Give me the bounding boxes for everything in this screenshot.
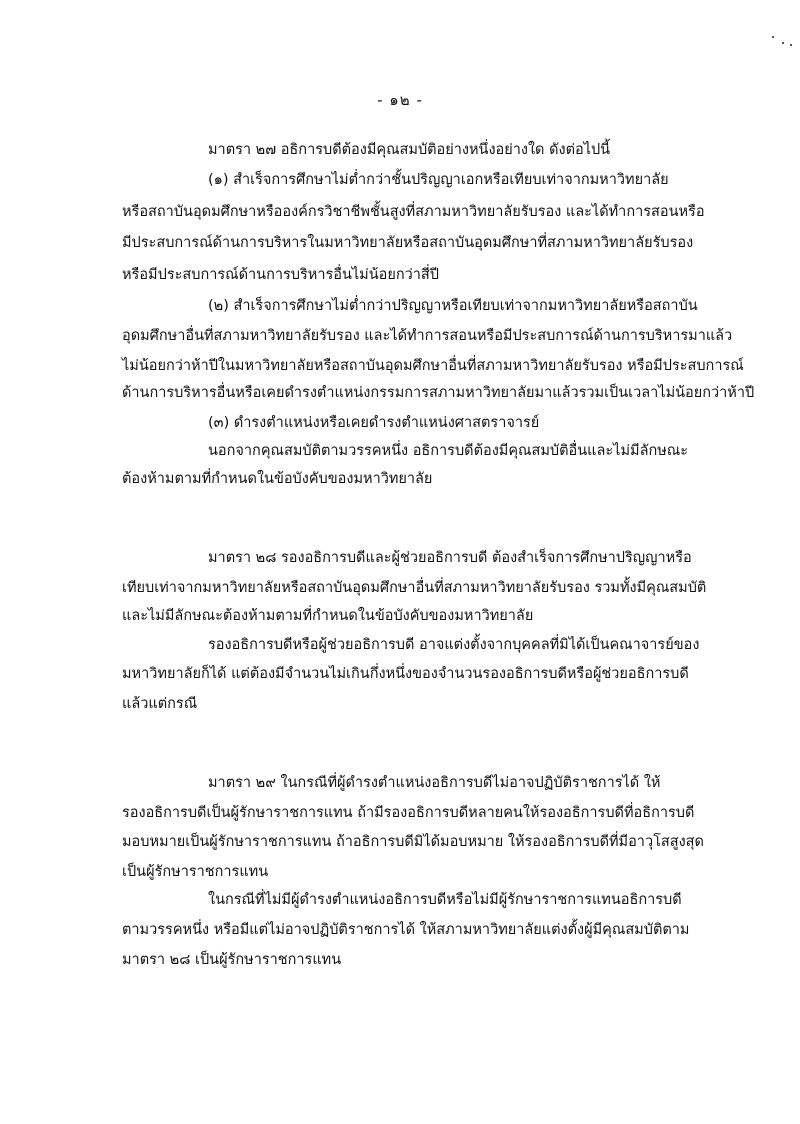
section-27-paragraph-2-line: ต้องห้ามตามที่กำหนดในข้อบังคับของมหาวิทยาลัย — [122, 471, 433, 487]
section-27-item-3-line: (๓) ดำรงตำแหน่งหรือเคยดำรงตำแหน่งศาสตราจารย์ — [208, 415, 540, 431]
section-27-item-1-line: หรือสถาบันอุดมศึกษาหรือองค์กรวิชาชีพชั้นสูงที่สภามหาวิทยาลัยรับรอง และได้ทำการสอนหรือ — [122, 204, 705, 220]
section-27-item-1-line: หรือมีประสบการณ์ด้านการบริหารอื่นไม่น้อยกว่าสี่ปี — [122, 267, 439, 283]
section-27-heading: มาตรา ๒๗ อธิการบดีต้องมีคุณสมบัติอย่างหนึ่งอย่างใด ดังต่อไปนี้ — [208, 142, 611, 158]
section-27-item-1-line: (๑) สำเร็จการศึกษาไม่ต่ำกว่าชั้นปริญญาเอกหรือเทียบเท่าจากมหาวิทยาลัย — [208, 172, 669, 188]
scan-speck — [772, 36, 774, 38]
section-29-paragraph-2-line: มาตรา ๒๘ เป็นผู้รักษาราชการแทน — [122, 952, 342, 968]
section-27-item-1-line: มีประสบการณ์ด้านการบริหารในมหาวิทยาลัยหรือสถาบันอุดมศึกษาที่สภามหาวิทยาลัยรับรอง — [122, 235, 694, 251]
scan-speck — [782, 42, 784, 44]
section-27-item-2-line: (๒) สำเร็จการศึกษาไม่ต่ำกว่าปริญญาหรือเทียบเท่าจากมหาวิทยาลัยหรือสถาบัน — [208, 298, 698, 314]
scan-speck — [790, 44, 792, 46]
section-28-paragraph-2-line: รองอธิการบดีหรือผู้ช่วยอธิการบดี อาจแต่งตั้งจากบุคคลที่มิได้เป็นคณาจารย์ของ — [208, 637, 700, 653]
section-29-paragraph-2-line: ตามวรรคหนึ่ง หรือมีแต่ไม่อาจปฏิบัติราชการได้ ให้สภามหาวิทยาลัยแต่งตั้งผู้มีคุณสมบัติตาม — [122, 922, 690, 938]
section-28-paragraph-1-line: และไม่มีลักษณะต้องห้ามตามที่กำหนดในข้อบังคับของมหาวิทยาลัย — [122, 608, 534, 624]
page-number: - ๑๒ - — [377, 91, 423, 109]
section-27-paragraph-2-line: นอกจากคุณสมบัติตามวรรคหนึ่ง อธิการบดีต้องมีคุณสมบัติอื่นและไม่มีลักษณะ — [208, 443, 689, 459]
section-29-paragraph-1-line: มาตรา ๒๙ ในกรณีที่ผู้ดำรงตำแหน่งอธิการบดีไม่อาจปฏิบัติราชการได้ ให้ — [208, 775, 661, 791]
section-28-paragraph-1-line: เทียบเท่าจากมหาวิทยาลัยหรือสถาบันอุดมศึกษาอื่นที่สภามหาวิทยาลัยรับรอง รวมทั้งมีคุณสมบัติ — [122, 580, 707, 596]
section-28-paragraph-2-line: แล้วแต่กรณี — [122, 696, 198, 712]
section-29-paragraph-1-line: เป็นผู้รักษาราชการแทน — [122, 864, 269, 880]
section-28-paragraph-1-line: มาตรา ๒๘ รองอธิการบดีและผู้ช่วยอธิการบดี ต้องสำเร็จการศึกษาปริญญาหรือ — [208, 550, 692, 566]
section-27-item-2-line: ไม่น้อยกว่าห้าปีในมหาวิทยาลัยหรือสถาบันอุดมศึกษาอื่นที่สภามหาวิทยาลัยรับรอง หรือมีประสบการณ์ — [122, 358, 744, 374]
section-28-paragraph-2-line: มหาวิทยาลัยก็ได้ แต่ต้องมีจำนวนไม่เกินกึ่งหนึ่งของจำนวนรองอธิการบดีหรือผู้ช่วยอธิการบดี — [122, 666, 689, 682]
section-27-item-2-line: ด้านการบริหารอื่นหรือเคยดำรงตำแหน่งกรรมการสภามหาวิทยาลัยมาแล้วรวมเป็นเวลาไม่น้อยกว่าห้าปี — [122, 385, 755, 401]
section-29-paragraph-1-line: รองอธิการบดีเป็นผู้รักษาราชการแทน ถ้ามีรองอธิการบดีหลายคนให้รองอธิการบดีที่อธิการบดี — [122, 805, 695, 821]
section-27-item-2-line: อุดมศึกษาอื่นที่สภามหาวิทยาลัยรับรอง และได้ทำการสอนหรือมีประสบการณ์ด้านการบริหารมาแล้ว — [122, 328, 733, 344]
section-29-paragraph-1-line: มอบหมายเป็นผู้รักษาราชการแทน ถ้าอธิการบดีมิได้มอบหมาย ให้รองอธิการบดีที่มีอาวุโสสูงสุด — [122, 834, 704, 850]
section-29-paragraph-2-line: ในกรณีที่ไม่มีผู้ดำรงตำแหน่งอธิการบดีหรือไม่มีผู้รักษาราชการแทนอธิการบดี — [208, 892, 682, 908]
